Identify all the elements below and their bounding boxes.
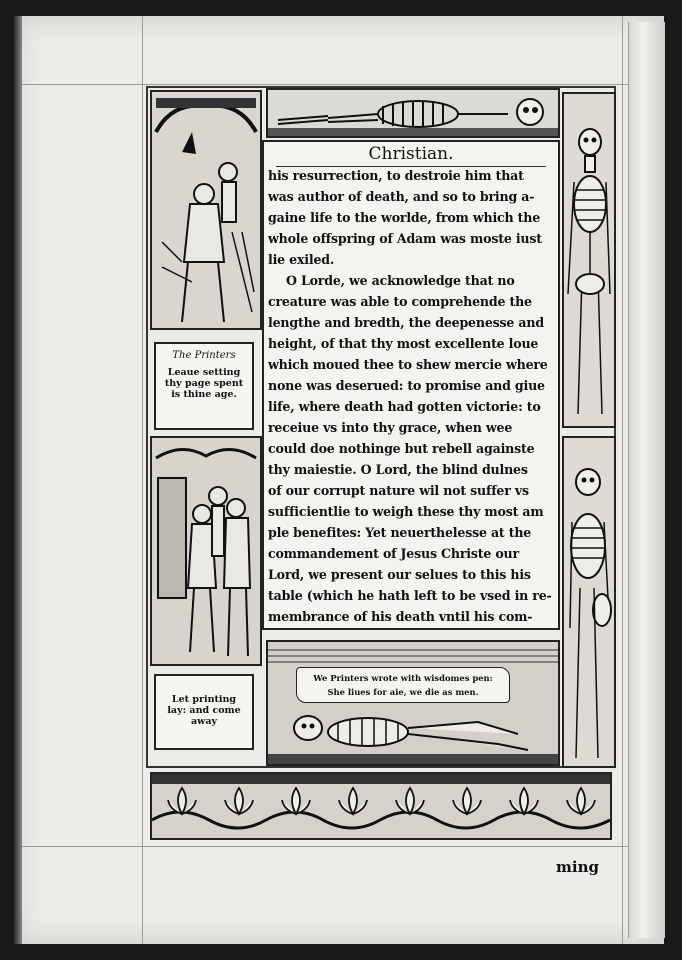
text-line: lie exiled. <box>268 252 335 267</box>
text-line: which moued thee to shew mercie where <box>268 357 548 372</box>
fleur-de-lis-border <box>150 772 612 840</box>
text-line: his resurrection, to destroie him that <box>268 168 524 183</box>
text-line: whole offspring of Adam was moste iust <box>268 231 542 246</box>
text-line: height, of that thy most excellente loue <box>268 336 539 351</box>
text-line: could doe nothinge but rebell againste <box>268 441 535 456</box>
standing-skeleton-woodcut-2 <box>562 436 616 768</box>
page-edge <box>628 22 665 938</box>
banner-line: She liues for aie, we die as men. <box>327 687 479 697</box>
text-line: gaine life to the worlde, from which the <box>268 210 541 225</box>
binding-gutter <box>14 16 22 944</box>
banner-scroll <box>296 667 510 703</box>
printing-caption <box>154 674 254 750</box>
printer-woodcut <box>150 90 262 330</box>
catchword: ming <box>556 858 599 876</box>
text-line: life, where death had gotten victorie: to <box>268 399 541 414</box>
printing-caption-line: lay: and come <box>167 705 241 716</box>
printers-caption-line: is thine age. <box>171 389 237 400</box>
text-line: ple benefites: Yet neuerthelesse at the <box>268 525 532 540</box>
printers-caption-title: The Printers <box>172 350 236 361</box>
running-heading: Christian. <box>368 144 454 164</box>
text-line: was author of death, and so to bring a- <box>268 189 535 204</box>
printers-caption <box>154 342 254 430</box>
top-skeleton-woodcut <box>266 88 560 138</box>
guide-rule <box>22 846 628 847</box>
printing-caption-line: away <box>190 716 217 727</box>
text-line: Lord, we present our selues to this his <box>268 567 531 582</box>
banner-line: We Printers wrote with wisdomes pen: <box>313 673 493 683</box>
text-line: table (which he hath left to be vsed in re- <box>268 588 552 603</box>
reclining-skeleton-woodcut <box>266 640 560 766</box>
text-line: lengthe and bredth, the deepenesse and <box>268 315 544 330</box>
text-line: of our corrupt nature wil not suffer vs <box>268 483 529 498</box>
printing-caption-line: Let printing <box>171 694 237 705</box>
guide-rule <box>622 16 623 944</box>
text-line: creature was able to comprehende the <box>268 294 532 309</box>
standing-skeleton-woodcut <box>562 92 616 428</box>
printers-caption-line: thy page spent <box>164 378 244 389</box>
guide-rule <box>22 84 628 85</box>
guide-rule <box>142 16 143 944</box>
text-line: commandement of Jesus Christe our <box>268 546 519 561</box>
printers-caption-line: Leaue setting <box>167 367 241 378</box>
text-line: sufficientlie to weigh these thy most am <box>268 504 544 519</box>
press-shop-woodcut <box>150 436 262 666</box>
heading-rule <box>276 166 546 167</box>
text-line: thy maiestie. O Lord, the blind dulnes <box>268 462 528 477</box>
text-line: O Lorde, we acknowledge that no <box>286 273 515 288</box>
text-line: none was deserued: to promise and giue <box>268 378 545 393</box>
text-line: membrance of his death vntil his com- <box>268 609 533 624</box>
text-line: receiue vs into thy grace, when wee <box>268 420 513 435</box>
